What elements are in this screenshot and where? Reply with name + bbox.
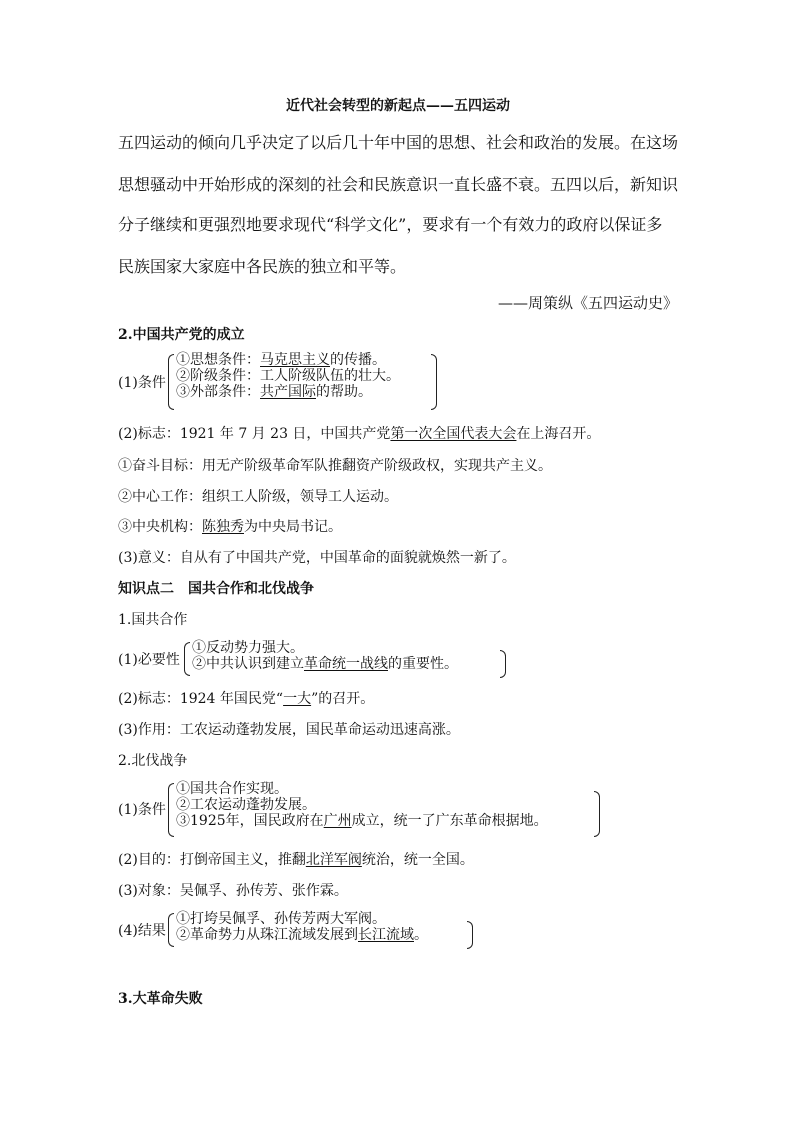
condition-item: ②阶级条件：工人阶级队伍的壮大。 [176,368,400,384]
section-title: 近代社会转型的新起点——五四运动 [286,98,510,114]
open-brace [168,783,174,837]
necessity-items [192,640,458,672]
close-brace [594,791,600,837]
condition-item: ②工农运动蓬勃发展。 [176,797,316,813]
quote-line: 思想骚动中开始形成的深刻的社会和民族意识一直长盛不衰。五四以后，新知识 [118,175,679,194]
heading-northern-expedition: 2.北伐战争 [118,753,188,769]
open-brace [184,642,190,676]
open-brace [168,354,174,410]
cpc-work-line: ②中心工作：组织工人阶级，领导工人运动。 [118,489,398,505]
cpc-conditions-items [176,352,400,400]
close-brace [500,650,506,678]
cpc-sign-line: (2)标志：1921 年 7 月 23 日，中国共产党第一次全国代表大会在上海召开。 [118,426,601,442]
cpc-goal-line: ①奋斗目标：用无产阶级革命军队推翻资产阶级政权，实现共产主义。 [118,458,552,474]
condition-item: ①国共合作实现。 [176,781,288,797]
condition-item: ③外部条件：共产国际的帮助。 [176,384,372,400]
heading-revolution-failure: 3.大革命失败 [118,991,203,1007]
heading-cooperation: 1.国共合作 [118,612,188,628]
quote-source: ——周策纵《五四运动史》 [497,294,678,312]
condition-item: ③1925年，国民政府在广州成立，统一了广东革命根据地。 [176,813,548,829]
result-item: ①打垮吴佩孚、孙传芳两大军阀。 [176,911,386,927]
heading-cpc-founding: 2.中国共产党的成立 [118,327,245,343]
expedition-aim-line: (2)目的：打倒帝国主义，推翻北洋军阀统治，统一全国。 [118,852,474,868]
open-brace [168,913,174,947]
close-brace [431,354,437,410]
coop-sign-line: (2)标志：1924 年国民党“一大”的召开。 [118,691,375,707]
necessity-label: (1)必要性 [118,652,180,668]
expedition-conditions-items [176,781,548,829]
cpc-meaning-line: (3)意义：自从有了中国共产党，中国革命的面貌就焕然一新了。 [118,550,516,566]
quote-line: 五四运动的倾向几乎决定了以后几十年中国的思想、社会和政治的发展。在这场 [118,133,679,152]
quote-line: 分子继续和更强烈地要求现代“科学文化”，要求有一个有效力的政府以保证多 [118,215,663,234]
expedition-target-line: (3)对象：吴佩孚、孙传芳、张作霖。 [118,883,348,899]
result-item: ②革命势力从珠江流域发展到长江流域。 [176,927,428,943]
expedition-conditions-label: (1)条件 [118,802,166,818]
cpc-org-line: ③中央机构：陈独秀为中央局书记。 [118,519,342,535]
cpc-conditions-label: (1)条件 [118,375,166,391]
coop-effect-line: (3)作用：工农运动蓬勃发展，国民革命运动迅速高涨。 [118,722,460,738]
necessity-item: ②中共认识到建立革命统一战线的重要性。 [192,656,458,672]
quote-line: 民族国家大家庭中各民族的独立和平等。 [118,257,407,276]
expedition-result-label: (4)结果 [118,923,166,939]
condition-item: ①思想条件：马克思主义的传播。 [176,352,386,368]
expedition-result-items [176,911,428,943]
close-brace [467,921,473,949]
necessity-item: ①反动势力强大。 [192,640,304,656]
knowledge-point-heading: 知识点二 国共合作和北伐战争 [118,581,314,597]
